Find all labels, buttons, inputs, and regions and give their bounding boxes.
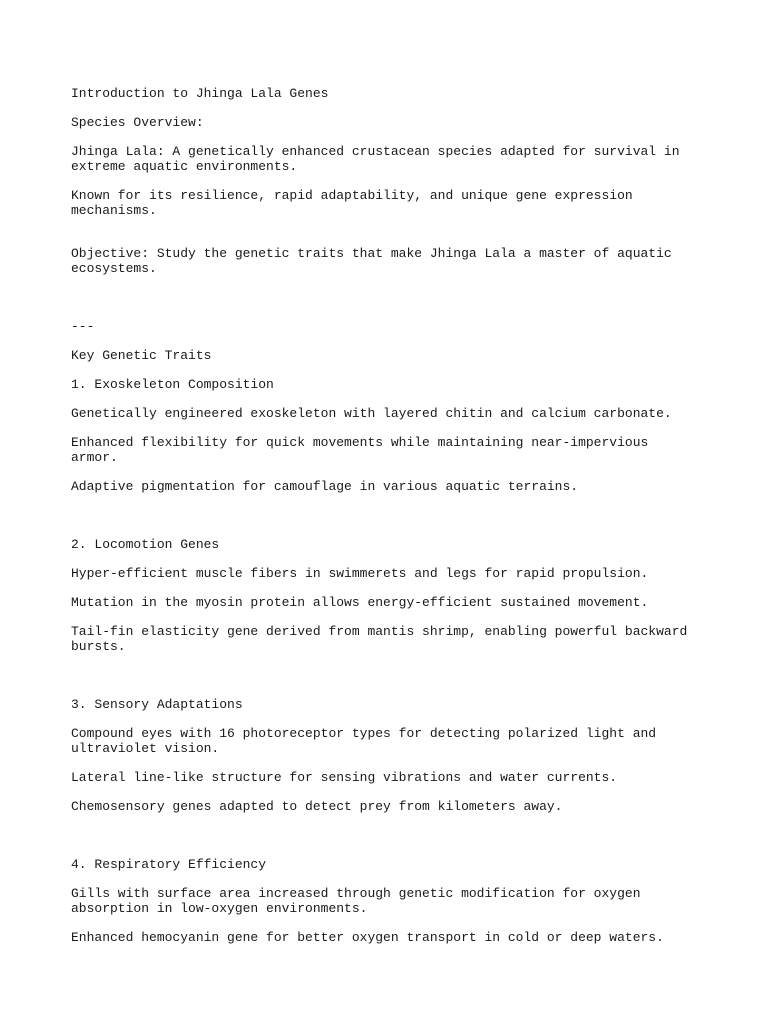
section-heading: 3. Sensory Adaptations (71, 697, 243, 712)
trait-item: Lateral line-like structure for sensing vibrations and water currents. (71, 770, 618, 785)
document-title: Introduction to Jhinga Lala Genes (71, 86, 329, 101)
species-overview-heading: Species Overview: (71, 115, 204, 130)
section-heading: 2. Locomotion Genes (71, 537, 220, 552)
trait-item: Enhanced flexibility for quick movements while maintaining near-impervious armor. (71, 435, 657, 465)
section-heading: 1. Exoskeleton Composition (71, 377, 274, 392)
objective-text: Objective: Study the genetic traits that make Jhinga Lala a master of aquatic ecosystems. (71, 246, 680, 276)
trait-item: Gills with surface area increased through genetic modification for oxygen absorption in low-oxygen environments. (71, 886, 649, 916)
trait-item: Chemosensory genes adapted to detect prey from kilometers away. (71, 799, 563, 814)
trait-item: Mutation in the myosin protein allows energy-efficient sustained movement. (71, 595, 649, 610)
trait-item: Enhanced hemocyanin gene for better oxygen transport in cold or deep waters. (71, 930, 664, 945)
trait-item: Adaptive pigmentation for camouflage in various aquatic terrains. (71, 479, 579, 494)
species-description: Jhinga Lala: A genetically enhanced crustacean species adapted for survival in extreme aquatic environments. (71, 144, 688, 174)
section-heading: 4. Respiratory Efficiency (71, 857, 267, 872)
trait-item: Genetically engineered exoskeleton with layered chitin and calcium carbonate. (71, 406, 672, 421)
key-traits-heading: Key Genetic Traits (71, 348, 212, 363)
trait-item: Tail-fin elasticity gene derived from mantis shrimp, enabling powerful backward bursts. (71, 624, 696, 654)
section-separator: --- (71, 319, 95, 334)
species-traits-summary: Known for its resilience, rapid adaptability, and unique gene expression mechanisms. (71, 188, 641, 218)
trait-item: Compound eyes with 16 photoreceptor types for detecting polarized light and ultraviolet vision. (71, 726, 664, 756)
trait-item: Hyper-efficient muscle fibers in swimmerets and legs for rapid propulsion. (71, 566, 649, 581)
document-page (71, 86, 701, 959)
